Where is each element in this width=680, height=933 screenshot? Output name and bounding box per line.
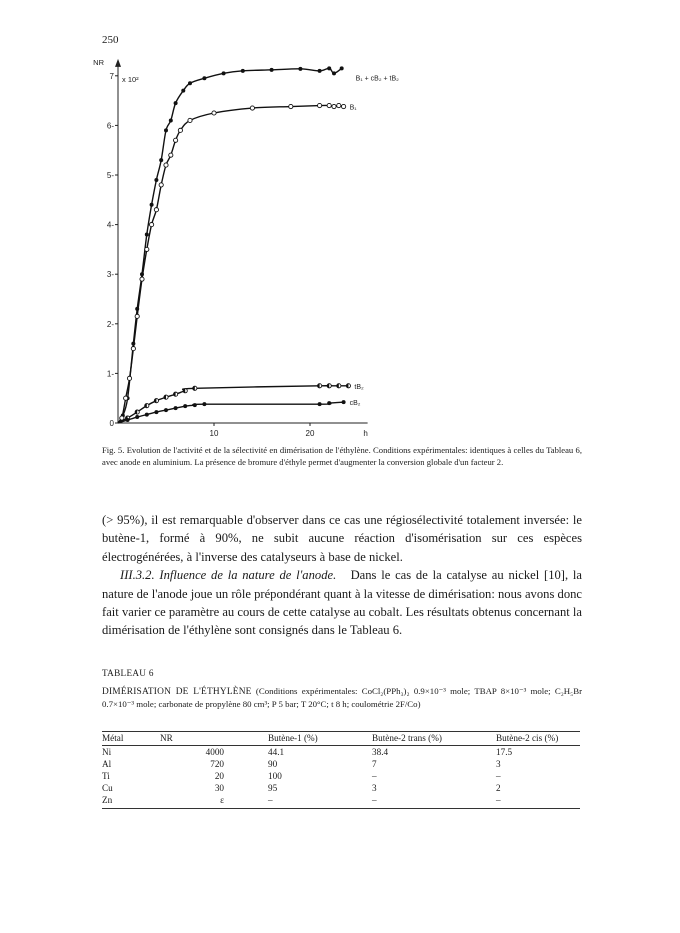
paragraph-2 [102, 566, 582, 640]
cell-butene-1: 95 [268, 783, 278, 793]
cell-butene-2-trans: 7 [372, 759, 377, 769]
y-axis-arrow-icon [115, 59, 121, 67]
data-point [135, 415, 139, 419]
data-point [202, 402, 206, 406]
y-tick-label: 2- [106, 319, 114, 329]
data-point [222, 71, 226, 75]
data-point [270, 68, 274, 72]
cell-butene-2-cis: 2 [496, 783, 501, 793]
y-tick-label: 3- [106, 270, 114, 280]
series-line [118, 105, 344, 423]
data-point [241, 69, 245, 73]
y-tick-label: 0 [109, 419, 114, 428]
chart-curves [118, 68, 348, 423]
figure-caption [102, 444, 582, 468]
cell-metal: Al [102, 759, 112, 769]
cell-metal: Ni [102, 747, 112, 757]
cell-butene-1: – [268, 794, 372, 809]
series-label: B₁ + cB₂ + tB₂ [355, 75, 399, 83]
data-point [183, 404, 187, 408]
data-point [126, 418, 130, 422]
cell-nr: 20 [214, 771, 224, 781]
data-point [154, 410, 158, 414]
cell-butene-2-trans: – [372, 771, 377, 781]
table-label: TABLEAU 6 [102, 668, 154, 678]
body-text [102, 511, 582, 640]
header-metal: Métal [102, 732, 160, 746]
series-label: tB₂ [354, 383, 364, 391]
data-point [174, 138, 178, 142]
cell-nr: 30 [214, 783, 224, 793]
data-point [120, 416, 124, 420]
cell-butene-2-cis: 3 [496, 759, 501, 769]
activity-selectivity-chart [0, 0, 680, 440]
data-point [332, 104, 336, 108]
cell-butene-2-trans: 3 [372, 783, 377, 793]
data-point [154, 208, 158, 212]
header-nr: NR [160, 732, 268, 746]
data-point [318, 69, 322, 73]
y-multiplier-label: x 10² [122, 74, 139, 84]
data-point [212, 111, 216, 115]
data-point [298, 67, 302, 71]
table-conditions: (Conditions expérimentales: CoCl₂(PPh₃)₂ 0.9×10⁻³ mole; TBAP 8×10⁻³ mole; C₂H₅Br 0.7×10⁻³ mole; carbonate de propylène 80 cm³; P 5 bar; T 20°C; t 8 h; coulométrie 2F/Co) [102, 686, 582, 709]
data-point [131, 342, 135, 346]
data-point [188, 81, 192, 85]
data-point [164, 408, 168, 412]
table-row [102, 746, 580, 759]
table-caption [102, 685, 582, 710]
data-point [174, 406, 178, 410]
cell-butene-1: 100 [268, 771, 282, 781]
series-label: cB₂ [349, 400, 361, 408]
chart-markers [120, 66, 351, 422]
page-number: 250 [102, 34, 119, 46]
cell-butene-2-trans: – [372, 794, 496, 809]
data-point [193, 403, 197, 407]
cell-nr: 4000 [205, 747, 224, 757]
data-point [145, 413, 149, 417]
data-point [318, 402, 322, 406]
series-line [118, 402, 344, 423]
data-point [169, 153, 173, 157]
cell-butene-2-trans: 38.4 [372, 747, 389, 757]
data-point [164, 163, 168, 167]
y-tick-label: 1- [106, 369, 114, 379]
data-point [124, 396, 128, 400]
data-point [154, 178, 158, 182]
data-point [188, 118, 192, 122]
header-butene-2-cis: Butène-2 cis (%) [496, 732, 580, 746]
data-point [181, 89, 185, 93]
data-point [342, 400, 346, 404]
section-number: III.3.2. [120, 568, 155, 583]
y-tick-label: 5- [106, 171, 114, 180]
data-point [150, 223, 154, 227]
data-point [145, 233, 149, 237]
header-butene-1: Butène-1 (%) [268, 732, 372, 746]
series-label: B₁ [349, 104, 357, 112]
series-line [118, 68, 342, 423]
section-title: Influence de la nature de l'anode. [159, 568, 337, 583]
data-point [337, 103, 341, 107]
table-title: DIMÉRISATION DE L'ÉTHYLÈNE [102, 687, 252, 697]
data-point [131, 347, 135, 351]
data-point [150, 203, 154, 207]
table-row [102, 770, 580, 782]
cell-butene-2-cis: – [496, 794, 580, 809]
x-tick-label: 20 [305, 429, 315, 438]
table-header-row [102, 732, 580, 746]
x-axis-label: h [363, 429, 368, 438]
data-point [159, 158, 163, 162]
data-point [135, 314, 139, 318]
data-point [342, 104, 346, 108]
cell-nr: 720 [210, 759, 224, 769]
data-point [250, 106, 254, 110]
data-point [159, 183, 163, 187]
y-tick-label: 6- [106, 121, 114, 131]
y-tick-label: 4- [106, 220, 114, 230]
data-point [289, 104, 293, 108]
data-point [327, 103, 331, 107]
x-tick-label: 10 [209, 429, 219, 438]
y-axis-label: NR [93, 57, 104, 67]
data-point [127, 376, 131, 380]
data-point [169, 118, 173, 122]
data-point [174, 101, 178, 105]
data-point [327, 66, 331, 70]
cell-butene-2-cis: 17.5 [496, 747, 513, 757]
figure-caption-text: Evolution de l'activité et de la sélectivité en dimérisation de l'éthylène. Conditions expérimentales: identiques à celles du Tableau 6, avec anode en aluminium. La présence de bromure d'éthyle permet d'augmenter la conversion globale d'un facteur 2. [102, 445, 582, 467]
results-table [102, 731, 580, 809]
cell-nr: ε [160, 794, 268, 809]
data-point [140, 277, 144, 281]
data-point [318, 103, 322, 107]
paragraph-2-text: Dans le cas de la catalyse au nickel [10], la nature de l'anode joue un rôle prépondérant quant à la vitesse de dimérisation: nous avons donc fait varier ce paramètre au cours de cette catalyse au cobalt. Les résultats obtenus concernant la dimérisation de l'éthylène sont consignés dans le Tableau 6. [102, 568, 582, 638]
table-row [102, 782, 580, 794]
table-row [102, 758, 580, 770]
data-point [202, 76, 206, 80]
data-point [164, 128, 168, 132]
cell-metal: Cu [102, 783, 113, 793]
figure-caption-label: Fig. 5. [102, 445, 125, 455]
paragraph-1: (> 95%), il est remarquable d'observer dans ce cas une régiosélectivité totalement inversée: le butène-1, formé à 90%, ne subit aucune réaction d'isomérisation sur ces espèces électrogénérées, à l'inverse des catalyseurs à base de nickel. [102, 513, 582, 564]
table-row [102, 794, 580, 809]
data-point [178, 128, 182, 132]
data-point [140, 272, 144, 276]
y-tick-label: 7 [109, 71, 114, 81]
cell-metal: Zn [102, 794, 160, 809]
chart-labels [93, 58, 399, 438]
data-point [135, 307, 139, 311]
data-point [327, 401, 331, 405]
cell-metal: Ti [102, 771, 110, 781]
header-butene-2-trans: Butène-2 trans (%) [372, 732, 496, 746]
cell-butene-2-cis: – [496, 771, 501, 781]
cell-butene-1: 90 [268, 759, 278, 769]
data-point [340, 66, 344, 70]
cell-butene-1: 44.1 [268, 747, 285, 757]
data-point [332, 71, 336, 75]
chart-axes [115, 59, 368, 426]
data-point [145, 247, 149, 251]
